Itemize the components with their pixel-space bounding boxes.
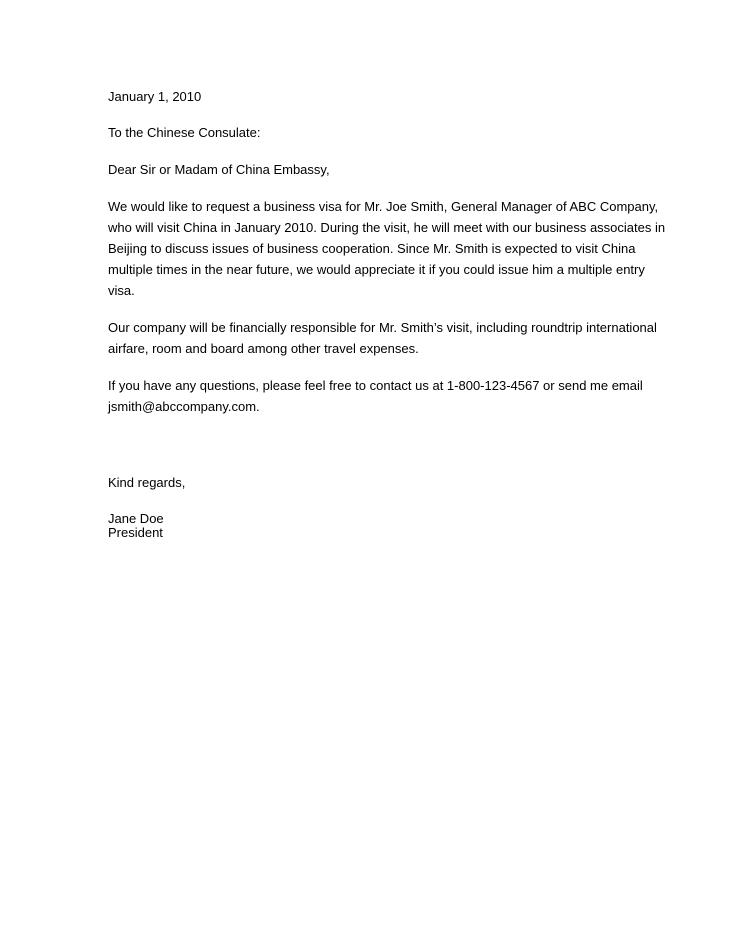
paragraph-line: Our company will be financially responsible for Mr. Smith’s visit, including roundtrip international <box>108 320 657 335</box>
signer-title: President <box>108 525 163 540</box>
paragraph-line: who will visit China in January 2010. During the visit, he will meet with our business associates in <box>108 220 666 235</box>
paragraph-line: visa. <box>108 283 135 298</box>
letter-recipient: To the Chinese Consulate: <box>108 125 261 140</box>
paragraph-line: We would like to request a business visa for Mr. Joe Smith, General Manager of ABC Company, <box>108 199 659 214</box>
body-paragraph-1 <box>108 196 666 301</box>
letter-salutation: Dear Sir or Madam of China Embassy, <box>108 162 330 177</box>
paragraph-line: Beijing to discuss issues of business cooperation. Since Mr. Smith is expected to visit China <box>108 241 636 256</box>
paragraph-line: airfare, room and board among other travel expenses. <box>108 341 419 356</box>
letter-date: January 1, 2010 <box>108 89 202 104</box>
paragraph-line: jsmith@abccompany.com. <box>108 399 260 414</box>
body-paragraph-2 <box>108 317 657 359</box>
paragraph-line: multiple times in the near future, we would appreciate it if you could issue him a multiple entry <box>108 262 645 277</box>
letter-closing: Kind regards, <box>108 475 186 490</box>
body-paragraph-3 <box>108 375 643 417</box>
paragraph-line: If you have any questions, please feel free to contact us at 1-800-123-4567 or send me email <box>108 378 643 393</box>
signer-name: Jane Doe <box>108 511 164 526</box>
